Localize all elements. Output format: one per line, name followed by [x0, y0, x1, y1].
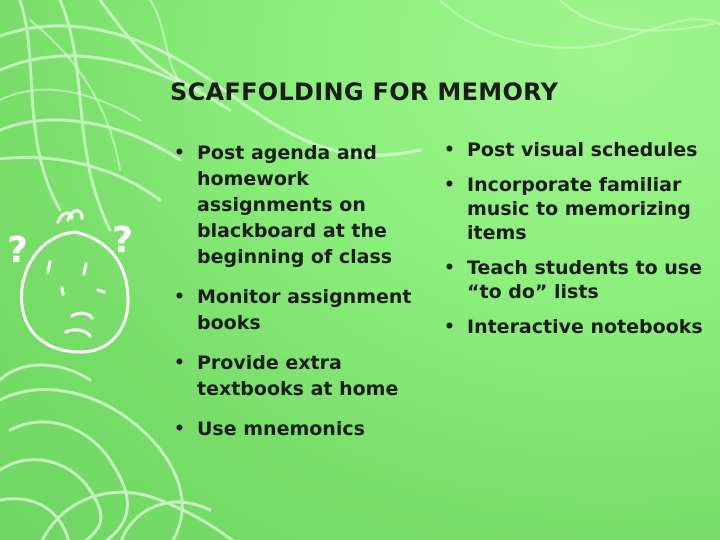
list-item: [174, 350, 414, 402]
list-item-text: Use mnemonics: [197, 418, 365, 440]
bullet-icon: •: [444, 317, 455, 337]
bullet-icon: •: [174, 419, 185, 439]
bullet-icon: •: [174, 143, 185, 163]
list-item: [444, 173, 704, 245]
bullet-icon: •: [444, 140, 455, 160]
left-bullet-list: [174, 140, 414, 456]
bullet-icon: •: [174, 353, 185, 373]
list-item: [174, 140, 414, 270]
bullet-icon: •: [174, 287, 185, 307]
slide-title: SCAFFOLDING FOR MEMORY: [170, 78, 559, 106]
list-item-text: Teach students to use “to do” lists: [467, 257, 702, 303]
list-item: [174, 284, 414, 336]
question-mark-left-icon: ?: [7, 230, 28, 271]
right-bullet-list: [444, 138, 704, 350]
list-item-text: Interactive notebooks: [467, 316, 703, 338]
bullet-icon: •: [444, 175, 455, 195]
list-item: [444, 315, 704, 339]
list-item-text: Post agenda and homework assignments on blackboard at the beginning of class: [197, 142, 393, 268]
list-item-text: Incorporate familiar music to memorizing items: [467, 174, 691, 244]
list-item: [444, 256, 704, 304]
bullet-icon: •: [444, 258, 455, 278]
list-item-text: Monitor assignment books: [197, 286, 412, 334]
list-item: [444, 138, 704, 162]
list-item-text: Post visual schedules: [467, 139, 698, 161]
list-item: [174, 416, 414, 442]
question-mark-right-icon: ?: [112, 220, 133, 261]
list-item-text: Provide extra textbooks at home: [197, 352, 399, 400]
